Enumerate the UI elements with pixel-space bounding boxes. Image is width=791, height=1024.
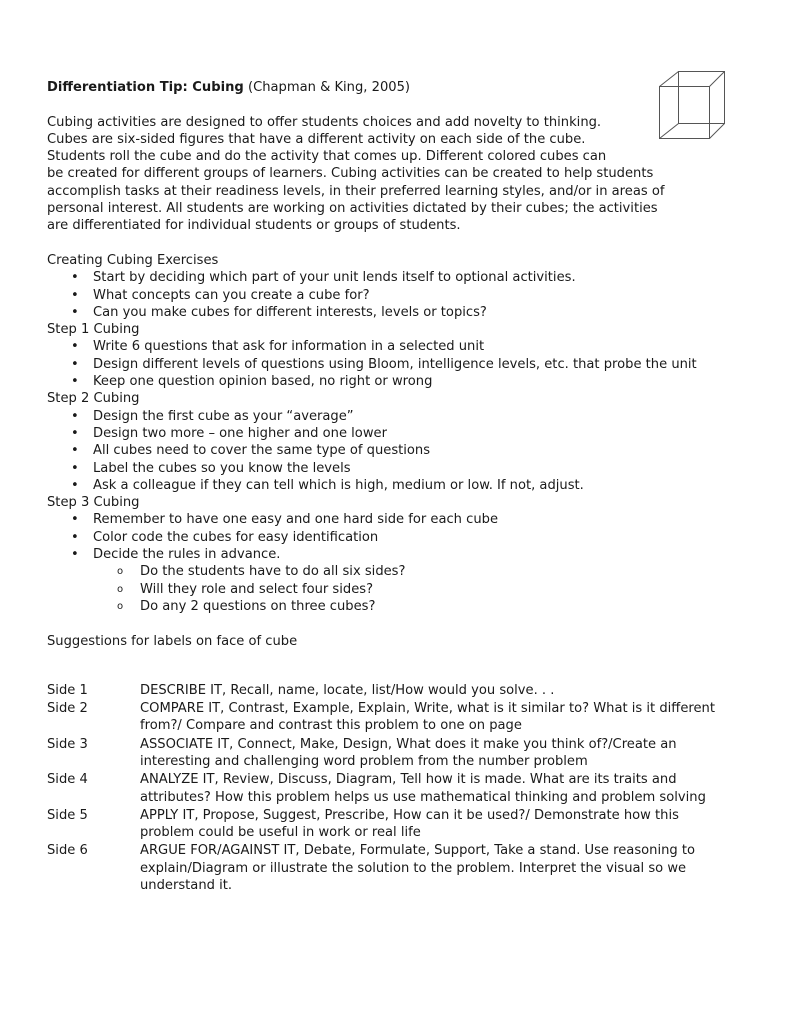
side-row bbox=[47, 842, 767, 894]
side-line: DESCRIBE IT, Recall, name, locate, list/How would you solve. . . bbox=[140, 682, 555, 698]
side-label: Side 2 bbox=[47, 701, 88, 717]
side-line: interesting and challenging word problem from the number problem bbox=[140, 753, 588, 769]
list-item: • What concepts can you create a cube for? bbox=[47, 287, 767, 304]
side-label: Side 4 bbox=[47, 772, 88, 788]
cube-sides-table bbox=[47, 682, 767, 895]
intro-line: Cubes are six-sided figures that have a different activity on each side of the cube. bbox=[47, 131, 586, 147]
list-item: • Design different levels of questions using Bloom, intelligence levels, etc. that probe the unit bbox=[47, 356, 767, 373]
step3-heading: Step 3 Cubing bbox=[47, 495, 140, 511]
side-line: ANALYZE IT, Review, Discuss, Diagram, Tell how it is made. What are its traits and bbox=[140, 772, 677, 788]
title-citation: (Chapman & King, 2005) bbox=[243, 80, 411, 95]
intro-paragraph bbox=[47, 114, 767, 235]
side-row bbox=[47, 700, 767, 735]
side-line: from?/ Compare and contrast this problem to one on page bbox=[140, 718, 522, 734]
list-item: • Decide the rules in advance. bbox=[47, 546, 767, 563]
side-line: COMPARE IT, Contrast, Example, Explain, Write, what is it similar to? What is it different bbox=[140, 701, 715, 717]
suggestions-heading: Suggestions for labels on face of cube bbox=[47, 633, 298, 649]
side-description bbox=[140, 700, 740, 735]
title-text: Differentiation Tip: Cubing bbox=[47, 80, 244, 95]
side-line: problem could be useful in work or real life bbox=[140, 825, 421, 841]
list-item: • Keep one question opinion based, no right or wrong bbox=[47, 373, 767, 390]
side-row bbox=[47, 682, 767, 699]
intro-line: are differentiated for individual students or groups of students. bbox=[47, 218, 461, 234]
step2-list bbox=[47, 408, 767, 494]
list-item: • Write 6 questions that ask for information in a selected unit bbox=[47, 338, 767, 355]
side-description bbox=[140, 842, 740, 894]
side-row bbox=[47, 807, 767, 842]
side-line: explain/Diagram or illustrate the solution to the problem. Interpret the visual so we bbox=[140, 860, 687, 876]
step1-list bbox=[47, 338, 767, 390]
list-item: • Start by deciding which part of your unit lends itself to optional activities. bbox=[47, 269, 767, 286]
side-row bbox=[47, 771, 767, 806]
intro-line: personal interest. All students are working on activities dictated by their cubes; the activities bbox=[47, 201, 658, 217]
step3-sublist bbox=[47, 563, 767, 615]
side-line: ASSOCIATE IT, Connect, Make, Design, What does it make you think of?/Create an bbox=[140, 736, 677, 752]
side-label: Side 5 bbox=[47, 807, 88, 823]
document-body bbox=[47, 79, 767, 895]
creating-list bbox=[47, 269, 767, 321]
list-item: • Remember to have one easy and one hard side for each cube bbox=[47, 511, 767, 528]
side-description bbox=[140, 807, 740, 842]
side-description bbox=[140, 771, 740, 806]
side-line: APPLY IT, Propose, Suggest, Prescribe, How can it be used?/ Demonstrate how this bbox=[140, 807, 679, 823]
step3-list bbox=[47, 511, 767, 563]
list-item: • Color code the cubes for easy identification bbox=[47, 529, 767, 546]
creating-heading: Creating Cubing Exercises bbox=[47, 252, 219, 268]
list-item: • All cubes need to cover the same type of questions bbox=[47, 442, 767, 459]
intro-line: be created for different groups of learners. Cubing activities can be created to help students bbox=[47, 166, 654, 182]
list-item: • Ask a colleague if they can tell which is high, medium or low. If not, adjust. bbox=[47, 477, 767, 494]
list-item: • Can you make cubes for different interests, levels or topics? bbox=[47, 304, 767, 321]
side-line: attributes? How this problem helps us use mathematical thinking and problem solving bbox=[140, 789, 706, 805]
sub-list-item: o Do the students have to do all six sides? bbox=[47, 563, 767, 580]
intro-line: accomplish tasks at their readiness levels, in their preferred learning styles, and/or in areas of bbox=[47, 183, 665, 199]
intro-line: Students roll the cube and do the activity that comes up. Different colored cubes can bbox=[47, 149, 607, 165]
side-label: Side 3 bbox=[47, 736, 88, 752]
side-line: understand it. bbox=[140, 878, 233, 894]
step1-heading: Step 1 Cubing bbox=[47, 322, 140, 338]
sub-list-item: o Do any 2 questions on three cubes? bbox=[47, 598, 767, 615]
list-item: • Label the cubes so you know the levels bbox=[47, 460, 767, 477]
list-item: • Design two more – one higher and one lower bbox=[47, 425, 767, 442]
side-label: Side 6 bbox=[47, 843, 88, 859]
list-item: • Design the first cube as your “average” bbox=[47, 408, 767, 425]
intro-line: Cubing activities are designed to offer students choices and add novelty to thinking. bbox=[47, 114, 602, 130]
document-title bbox=[47, 79, 767, 96]
side-line: ARGUE FOR/AGAINST IT, Debate, Formulate, Support, Take a stand. Use reasoning to bbox=[140, 843, 696, 859]
sub-list-item: o Will they role and select four sides? bbox=[47, 581, 767, 598]
side-description bbox=[140, 682, 740, 699]
step2-heading: Step 2 Cubing bbox=[47, 391, 140, 407]
side-description bbox=[140, 736, 740, 771]
side-row bbox=[47, 736, 767, 771]
side-label: Side 1 bbox=[47, 682, 88, 698]
